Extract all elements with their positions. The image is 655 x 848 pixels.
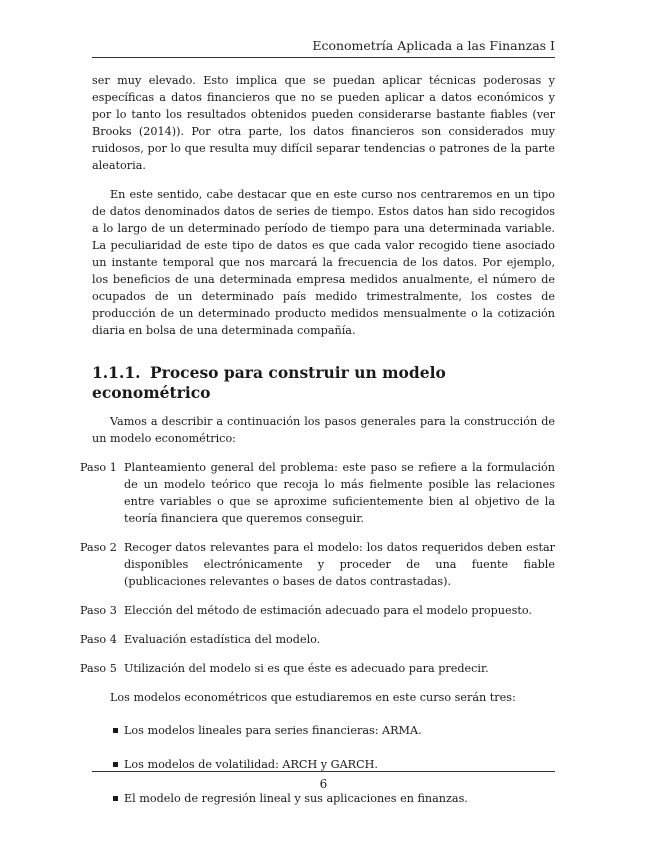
step-item bbox=[80, 631, 555, 648]
step-text: Utilización del modelo si es que éste es adecuado para predecir. bbox=[124, 662, 489, 675]
step-label: Paso 2 bbox=[80, 541, 117, 554]
step-label: Paso 1 bbox=[80, 461, 117, 474]
header-rule bbox=[92, 57, 555, 58]
section-number: 1.1.1. bbox=[92, 363, 141, 382]
models-intro: Los modelos econométricos que estudiaremos en este curso serán tres: bbox=[110, 691, 516, 704]
step-text: Planteamiento general del problema: este paso se refiere a la formulación de un modelo teórico que recoja lo más fielmente posible las relaciones entre variables o que se aproxime suficientemente bien al objetivo de la teoría financiera que queremos conseguir. bbox=[124, 461, 555, 525]
step-text: Elección del método de estimación adecuado para el modelo propuesto. bbox=[124, 604, 532, 617]
list-item-text: Los modelos de volatilidad: ARCH y GARCH. bbox=[124, 758, 378, 771]
paragraph: En este sentido, cabe destacar que en este curso nos centraremos en un tipo de datos denominados datos de series de tiempo. Estos datos han sido recogidos a lo largo de un determinado período de tiempo para una determinada variable. La peculiaridad de este tipo de datos es que cada valor recogido tiene asociado un instante temporal que nos marcará la frecuencia de los datos. Por ejemplo, los beneficios de una determinada empresa medidos anualmente, el número de ocupados de un determinado país medido trimestralmente, los costes de producción de un determinado producto medidos mensualmente o la cotización diaria en bolsa de una determinada compañía. bbox=[92, 188, 555, 337]
bullet-icon bbox=[113, 796, 118, 801]
list-item-text: El modelo de regresión lineal y sus aplicaciones en finanzas. bbox=[124, 792, 468, 805]
page-body bbox=[80, 72, 555, 824]
paragraph: ser muy elevado. Esto implica que se puedan aplicar técnicas poderosas y específicas a datos financieros que no se pueden aplicar a datos económicos y por lo tanto los resultados obtenidos pueden considerarse bastante fiables (ver Brooks (2014)). Por otra parte, los datos financieros son considerados muy ruidosos, por lo que resulta muy difícil separar tendencias o patrones de la parte aleatoria. bbox=[92, 74, 555, 172]
bullet-icon bbox=[113, 762, 118, 767]
step-text: Recoger datos relevantes para el modelo: los datos requeridos deben estar disponibles electrónicamente y proceder de una fuente fiable (publicaciones relevantes o bases de datos contrastadas). bbox=[124, 541, 555, 588]
list-item-text: Los modelos lineales para series financieras: ARMA. bbox=[124, 724, 422, 737]
running-header: Econometría Aplicada a las Finanzas I bbox=[312, 38, 555, 53]
footer-rule bbox=[92, 771, 555, 772]
step-label: Paso 5 bbox=[80, 662, 117, 675]
bullet-icon bbox=[113, 728, 118, 733]
list-item bbox=[92, 722, 555, 739]
step-label: Paso 3 bbox=[80, 604, 117, 617]
step-item bbox=[80, 459, 555, 527]
step-item bbox=[80, 660, 555, 677]
models-list bbox=[92, 722, 555, 807]
page-number: 6 bbox=[319, 777, 328, 791]
step-item bbox=[80, 602, 555, 619]
list-item bbox=[92, 790, 555, 807]
section-title: Proceso para construir un modelo econométrico bbox=[92, 363, 446, 402]
steps-list bbox=[80, 459, 555, 677]
step-text: Evaluación estadística del modelo. bbox=[124, 633, 321, 646]
step-item bbox=[80, 539, 555, 590]
step-label: Paso 4 bbox=[80, 633, 117, 646]
section-heading bbox=[92, 363, 555, 403]
section-intro: Vamos a describir a continuación los pasos generales para la construcción de un modelo econométrico: bbox=[92, 415, 555, 445]
